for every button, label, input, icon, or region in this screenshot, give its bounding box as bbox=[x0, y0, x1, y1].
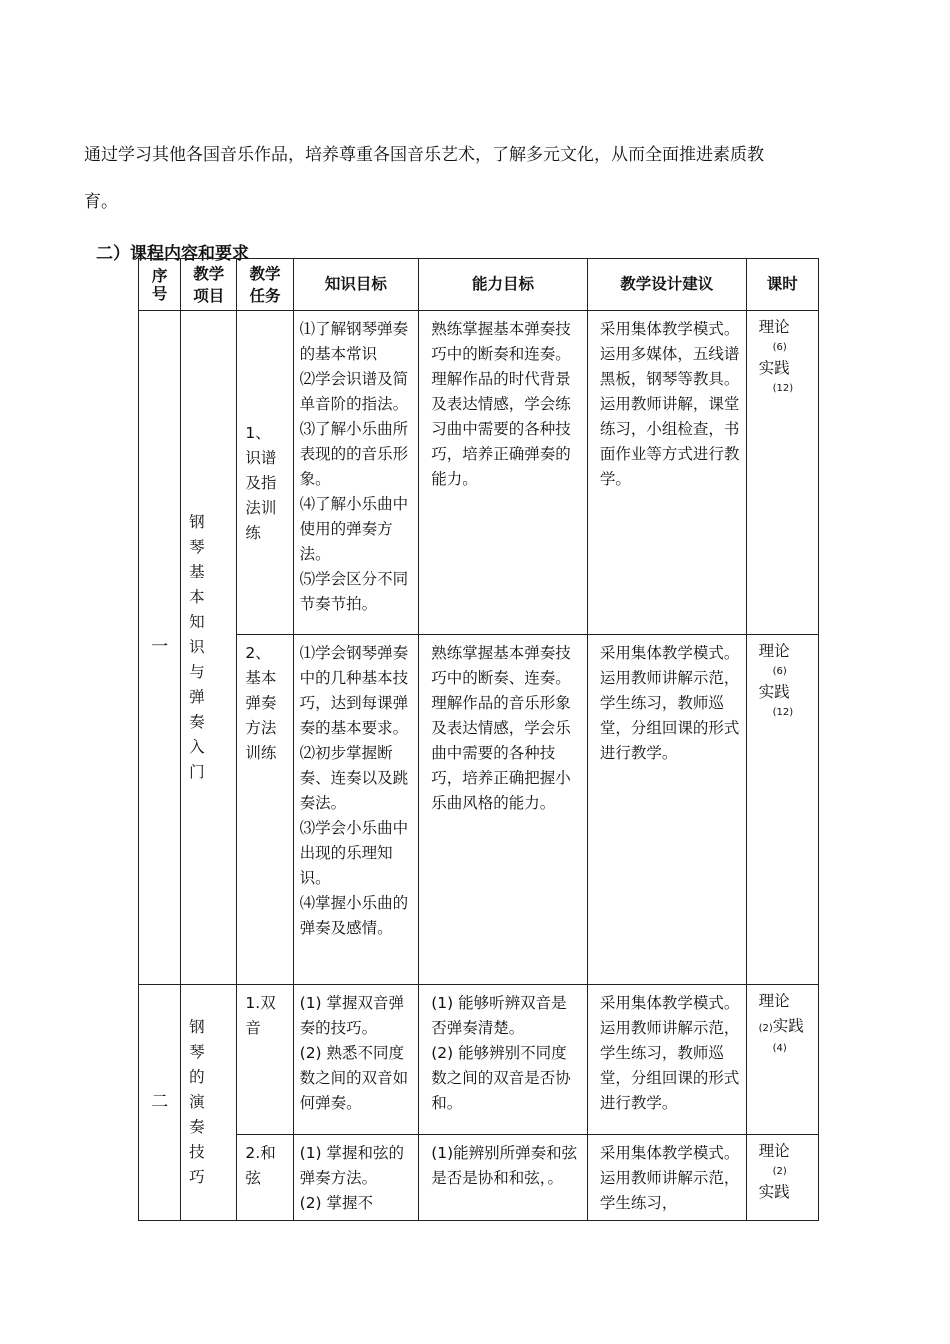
hours-cell: 理论 (2)实践 (4) bbox=[746, 985, 818, 1135]
header-ability: 能力目标 bbox=[419, 259, 588, 311]
table-row bbox=[139, 635, 819, 985]
group-project: 钢琴基本知识与弹奏入门 bbox=[181, 311, 237, 985]
header-knowledge: 知识目标 bbox=[293, 259, 419, 311]
knowledge-cell: (1) 掌握和弦的弹奏方法。 (2) 掌握不 bbox=[293, 1135, 419, 1221]
header-project: 教学项目 bbox=[181, 259, 237, 311]
knowledge-cell: ⑴学会钢琴弹奏中的几种基本技巧，达到每课弹奏的基本要求。 ⑵初步掌握断奏、连奏以及跳奏法。 ⑶学会小乐曲中出现的乐理知识。 ⑷掌握小乐曲的弹奏及感情。 bbox=[293, 635, 419, 985]
intro-line-2: 育。 bbox=[84, 192, 118, 212]
group-index: 二 bbox=[139, 985, 181, 1221]
hours-cell: 理论 (6) 实践 (12) bbox=[746, 311, 818, 635]
header-design: 教学设计建议 bbox=[587, 259, 746, 311]
header-row bbox=[139, 259, 819, 311]
group-index: 一 bbox=[139, 311, 181, 985]
ability-cell: 熟练掌握基本弹奏技巧中的断奏和连奏。 理解作品的时代背景及表达情感，学会练习曲中需要的各种技巧，培养正确弹奏的能力。 bbox=[419, 311, 588, 635]
knowledge-cell: ⑴了解钢琴弹奏的基本常识 ⑵学会识谱及简单音阶的指法。 ⑶了解小乐曲所表现的的音乐形象。 ⑷了解小乐曲中使用的弹奏方法。 ⑸学会区分不同节奏节拍。 bbox=[293, 311, 419, 635]
header-index: 序号 bbox=[139, 259, 181, 311]
design-cell: 采用集体教学模式。运用教师讲解示范，学生练习，教师巡堂，分组回课的形式进行教学。 bbox=[587, 985, 746, 1135]
design-cell: 采用集体教学模式。运用多媒体，五线谱黑板，钢琴等教具。运用教师讲解，课堂练习，小组检查，书面作业等方式进行教学。 bbox=[587, 311, 746, 635]
task-cell: 1.双音 bbox=[237, 985, 293, 1135]
header-hours: 课时 bbox=[746, 259, 818, 311]
task-cell: 2.和弦 bbox=[237, 1135, 293, 1221]
section-title: 二）课程内容和要求 bbox=[96, 244, 249, 264]
design-cell: 采用集体教学模式。运用教师讲解示范，学生练习，教师巡堂，分组回课的形式进行教学。 bbox=[587, 635, 746, 985]
course-table bbox=[138, 258, 819, 1221]
knowledge-cell: (1) 掌握双音弹奏的技巧。 (2) 熟悉不同度数之间的双音如何弹奏。 bbox=[293, 985, 419, 1135]
hours-cell: 理论 (6) 实践 (12) bbox=[746, 635, 818, 985]
hours-cell: 理论 (2) 实践 bbox=[746, 1135, 818, 1221]
task-cell: 1、识谱及指法训练 bbox=[237, 311, 293, 635]
intro-line-1: 通过学习其他各国音乐作品，培养尊重各国音乐艺术，了解多元文化，从而全面推进素质教 bbox=[84, 145, 764, 165]
table-row bbox=[139, 311, 819, 635]
ability-cell: (1) 能够听辨双音是否弹奏清楚。 (2) 能够辨别不同度数之间的双音是否协和。 bbox=[419, 985, 588, 1135]
table-row bbox=[139, 1135, 819, 1221]
table-row bbox=[139, 985, 819, 1135]
design-cell: 采用集体教学模式。运用教师讲解示范，学生练习， bbox=[587, 1135, 746, 1221]
header-task: 教学任务 bbox=[237, 259, 293, 311]
ability-cell: (1)能辨别所弹奏和弦是否是协和和弦，。 bbox=[419, 1135, 588, 1221]
group-project: 钢琴的演奏技巧 bbox=[181, 985, 237, 1221]
task-cell: 2、基本弹奏方法训练 bbox=[237, 635, 293, 985]
ability-cell: 熟练掌握基本弹奏技巧中的断奏、连奏。 理解作品的音乐形象及表达情感，学会乐曲中需要的各种技巧，培养正确把握小乐曲风格的能力。 bbox=[419, 635, 588, 985]
